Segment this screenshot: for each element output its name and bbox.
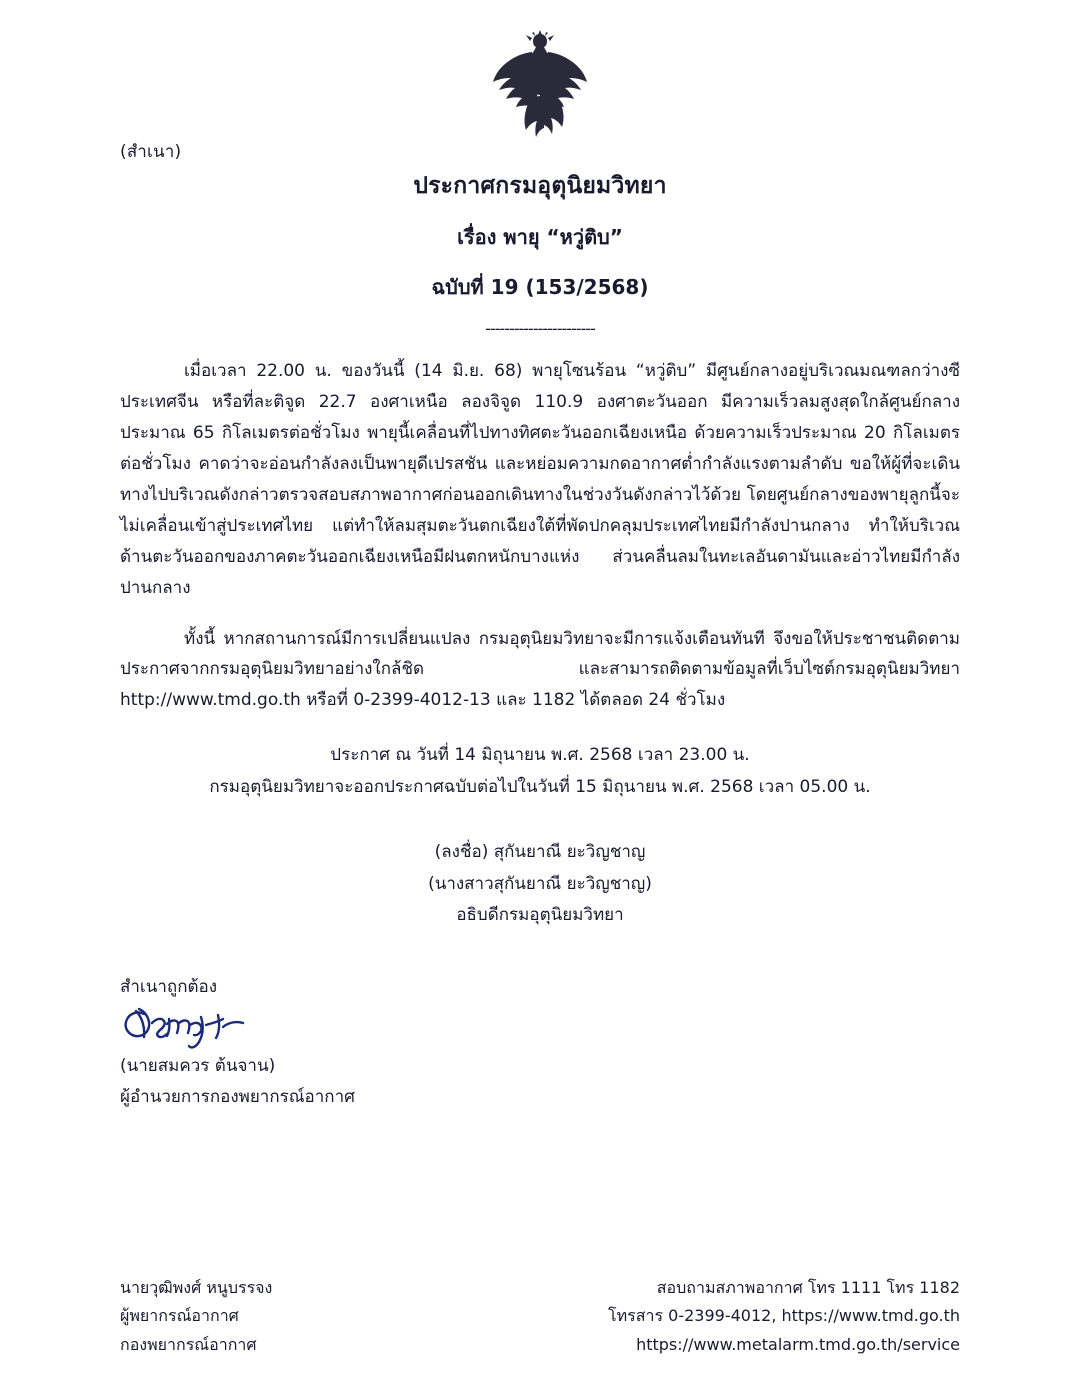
certified-copy-block (120, 972, 960, 1114)
page-footer (120, 1274, 960, 1359)
forecaster-division: กองพยากรณ์อากาศ (120, 1334, 257, 1354)
page-title: ประกาศกรมอุตุนิยมวิทยา (413, 173, 667, 199)
service-website[interactable]: https://www.metalarm.tmd.go.th/service (636, 1334, 960, 1354)
certifier-position: ผู้อำนวยการกองพยากรณ์อากาศ (120, 1087, 355, 1108)
handwritten-signature-icon (122, 1005, 292, 1051)
certified-copy-label: สำเนาถูกต้อง (120, 976, 218, 997)
issue-date-block (120, 740, 960, 803)
paragraph-2 (120, 624, 960, 717)
signatory-name: (นางสาวสุกันยาณี ยะวิญชาญ) (428, 873, 652, 894)
signature-block (120, 837, 960, 931)
next-issue-line: กรมอุตุนิยมวิทยาจะออกประกาศฉบับต่อไปในวันที่ 15 มิถุนายน พ.ศ. 2568 เวลา 05.00 น. (209, 776, 871, 797)
forecaster-role: ผู้พยากรณ์อากาศ (120, 1306, 239, 1326)
body-text (120, 356, 960, 716)
header-block (120, 0, 960, 338)
copy-mark: (สำเนา) (120, 142, 182, 162)
paragraph-1-text: เมื่อเวลา 22.00 น. ของวันนี้ (14 มิ.ย. 68) พายุโซนร้อน “หวู่ติบ” มีศูนย์กลางอยู่บริเวณมณฑลกว่างซี ประเทศจีน หรือที่ละติจูด 22.7 องศาเหนือ ลองจิจูด 110.9 องศาตะวันออก มีความเร็วลมสูงสุดใกล้ศูนย์กลางประมาณ 65 กิโลเมตรต่อชั่วโมง พายุนี้เคลื่อนที่ไปทางทิศตะวันออกเฉียงเหนือ ด้วยความเร็วประมาณ 20 กิโลเมตรต่อชั่วโมง คาดว่าจะอ่อนกำลังลงเป็นพายุดีเปรสชัน และหย่อมความกดอากาศต่ำกำลังแรงตามลำดับ ขอให้ผู้ที่จะเดินทางไปบริเวณดังกล่าวตรวจสอบสภาพอากาศก่อนออกเดินทางในช่วงวันดังกล่าวไว้ด้วย โดยศูนย์กลางของพายุลูกนี้จะไม่เคลื่อนเข้าสู่ประเทศไทย แต่ทำให้ลมสุมตะวันตกเฉียงใต้ที่พัดปกคลุมประเทศไทยมีกำลังปานกลาง ทำให้บริเวณด้านตะวันออกของภาคตะวันออกเฉียงเหนือมีฝนตกหนักบางแห่ง ส่วนคลื่นลมในทะเลอันดามันและอ่าวไทยมีกำลังปานกลาง (120, 361, 960, 598)
issue-number: ฉบับที่ 19 (153/2568) (431, 275, 649, 299)
paragraph-2-text: ทั้งนี้ หากสถานการณ์มีการเปลี่ยนแปลง กรมอุตุนิยมวิทยาจะมีการแจ้งเตือนทันที จึงขอให้ประชาชนติดตามประกาศจากกรมอุตุนิยมวิทยาอย่างใกล้ชิด และสามารถติดตามข้อมูลที่เว็บไซต์กรมอุตุนิยมวิทยา http://www.tmd.go.th หรือที่ 0-2399-4012-13 และ 1182 ได้ตลอด 24 ชั่วโมง (120, 628, 960, 711)
forecaster-name: นายวุฒิพงศ์ หนูบรรจง (120, 1277, 273, 1297)
footer-right (608, 1274, 960, 1359)
signatory-signed: (ลงชื่อ) สุกันยาณี ยะวิญชาญ (434, 842, 646, 863)
certifier-name: (นายสมควร ต้นจาน) (120, 1055, 276, 1076)
signatory-position: อธิบดีกรมอุตุนิยมวิทยา (456, 905, 624, 926)
divider: ----------------------- (485, 319, 595, 338)
contact-phone: สอบถามสภาพอากาศ โทร 1111 โทร 1182 (656, 1277, 960, 1297)
footer-left (120, 1274, 272, 1359)
paragraph-1 (120, 356, 960, 604)
subject-title: เรื่อง พายุ “หวู่ติบ” (457, 225, 623, 249)
contact-fax-website[interactable]: โทรสาร 0-2399-4012, https://www.tmd.go.th (608, 1306, 960, 1326)
issue-date-line: ประกาศ ณ วันที่ 14 มิถุนายน พ.ศ. 2568 เวลา 23.00 น. (330, 745, 750, 766)
